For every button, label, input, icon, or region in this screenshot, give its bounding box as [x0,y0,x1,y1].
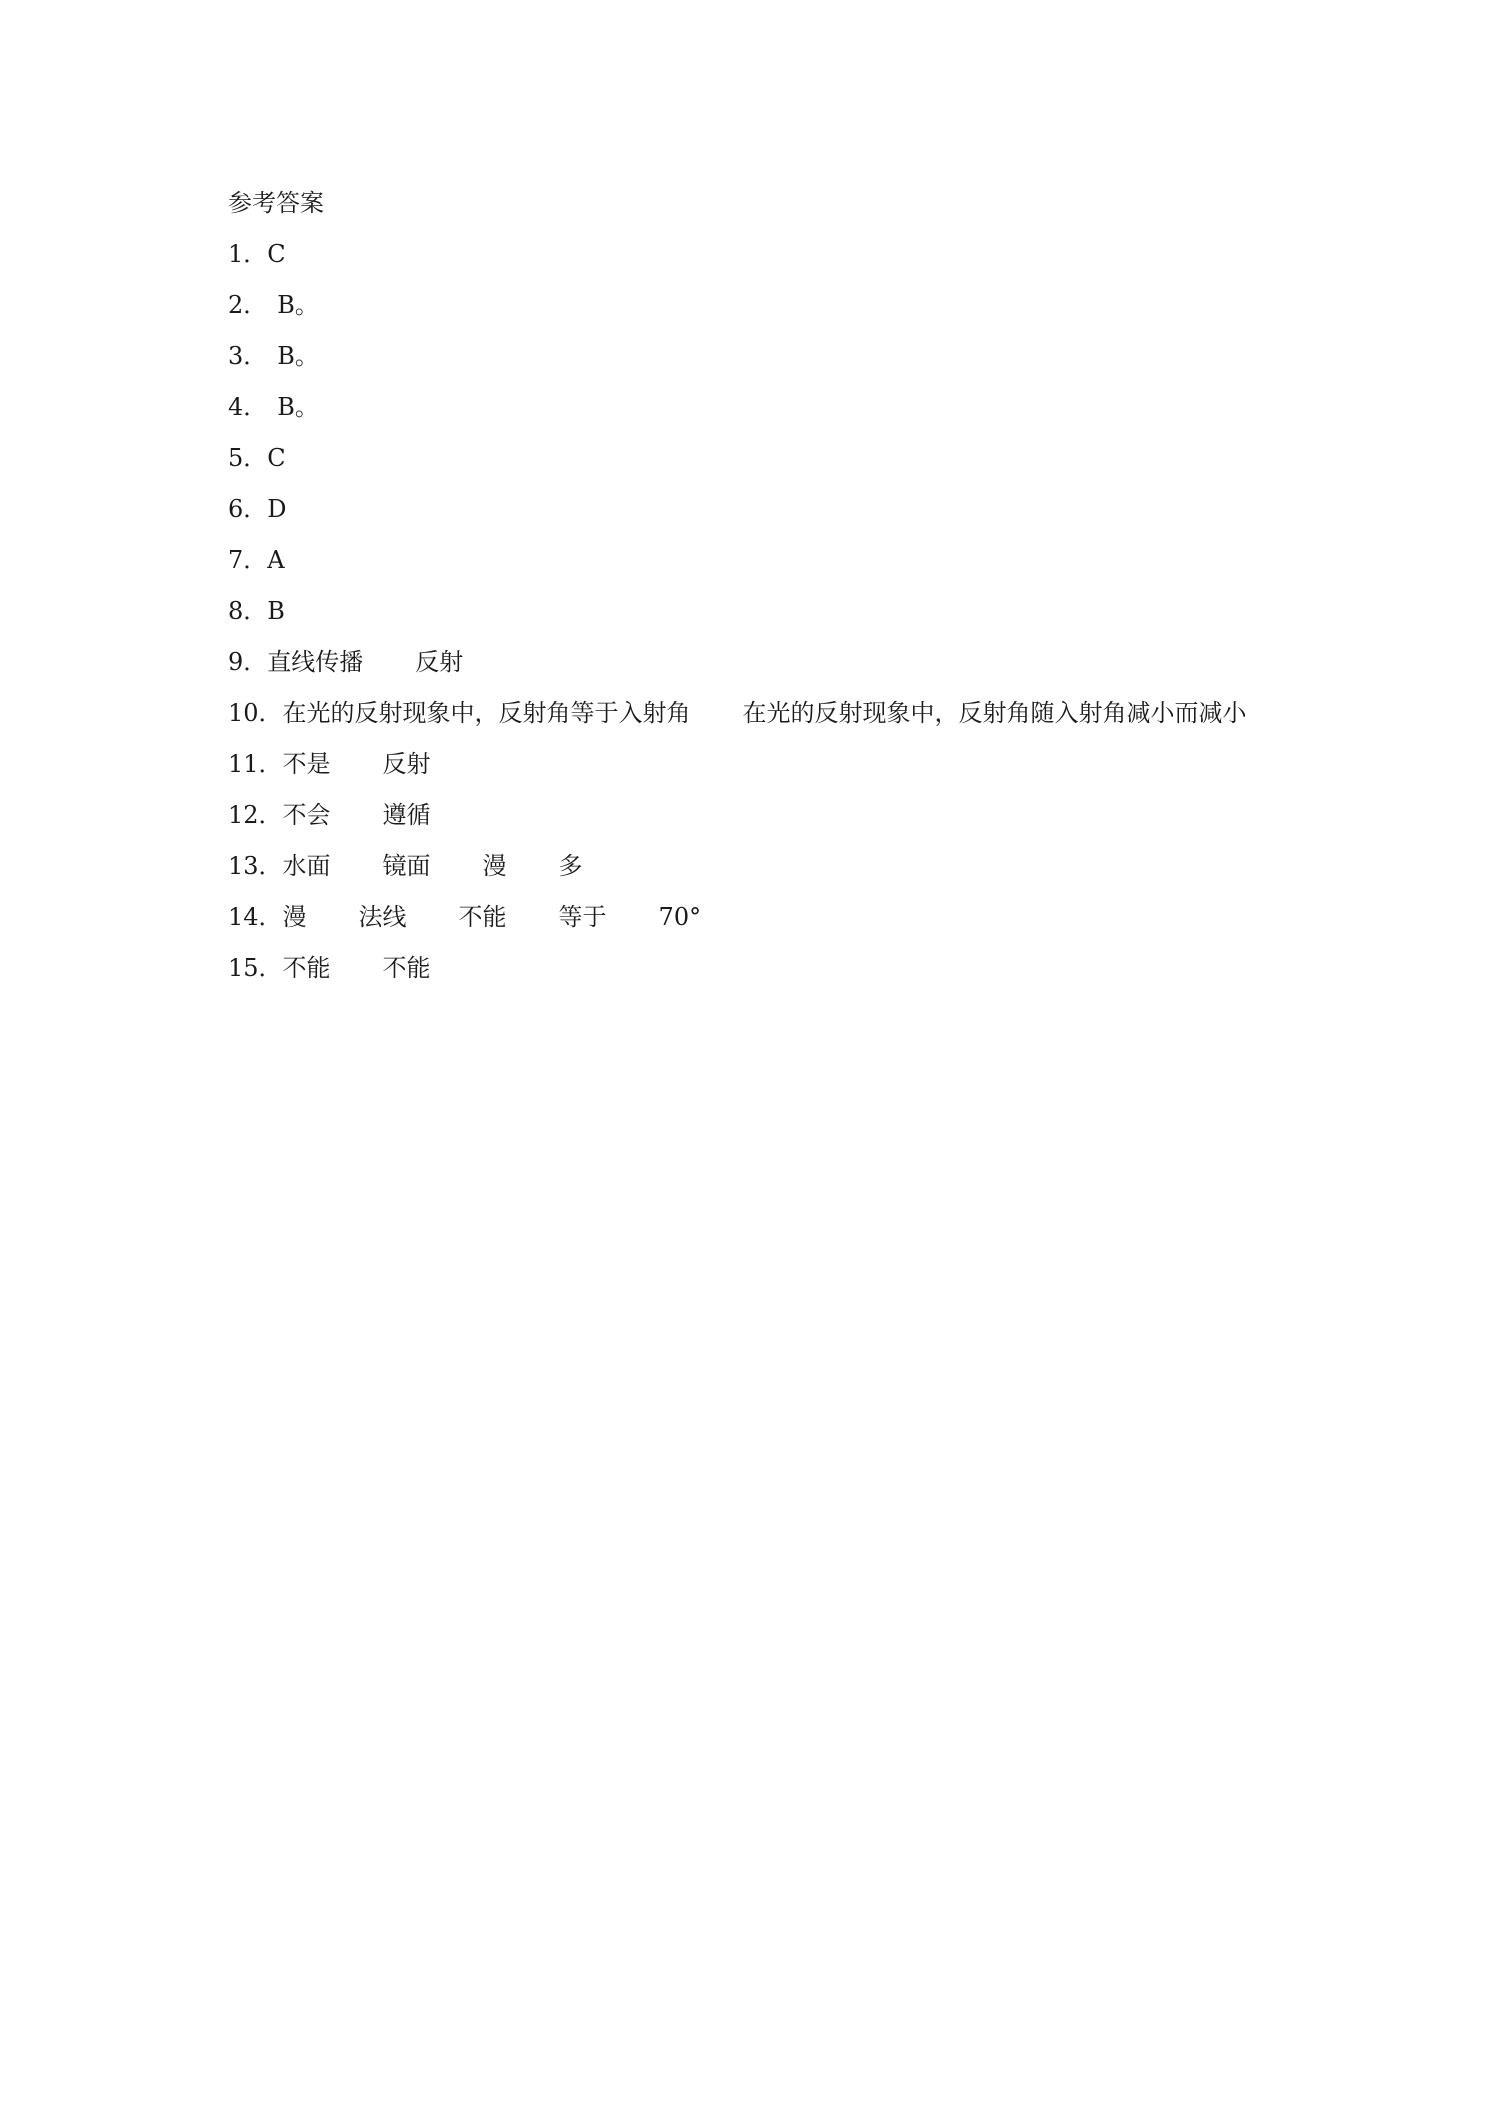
answer-number: 5． [228,444,268,472]
answer-text: 遵循 [382,801,431,829]
answer-text: B。 [277,393,319,421]
answer-text: 不会 [282,801,331,829]
answer-number: 8． [228,597,268,625]
answer-item-11 [228,739,1288,790]
answer-item-14 [228,892,1288,943]
answer-number: 15． [228,954,283,982]
answer-text: B。 [277,342,319,370]
answer-item-9 [228,637,1288,688]
answer-text: B [267,597,285,625]
answer-text: 不能 [382,954,431,982]
answer-item-6 [228,484,1288,535]
answer-key [228,178,1288,994]
answer-text: 反射 [415,648,464,676]
answer-text: B。 [277,291,319,319]
answer-number: 2． [228,291,268,319]
answer-item-7 [228,535,1288,586]
answer-text: C [267,444,286,472]
answer-item-1 [228,229,1288,280]
answer-item-8 [228,586,1288,637]
answer-number: 4． [228,393,268,421]
answer-text: 法线 [358,903,407,931]
answer-item-10 [228,688,1288,739]
answer-text: C [267,240,286,268]
answer-text: 反射 [382,750,431,778]
answer-text: 漫 [482,852,507,880]
answer-text: 不能 [282,954,331,982]
answer-number: 12． [228,801,283,829]
answer-item-4 [228,382,1288,433]
answer-text: 水面 [282,852,331,880]
answer-number: 14． [228,903,283,931]
answer-number: 13． [228,852,283,880]
answer-item-12 [228,790,1288,841]
answer-text: 等于 [558,903,607,931]
answer-text: 直线传播 [267,648,364,676]
answer-text: 镜面 [382,852,431,880]
answer-item-3 [228,331,1288,382]
answer-text: 在光的反射现象中，反射角随入射角减小而减小 [742,699,1247,727]
answer-number: 9． [228,648,268,676]
answer-text: 漫 [282,903,307,931]
answer-number: 6． [228,495,268,523]
answer-text: 不能 [458,903,507,931]
answer-text: D [267,495,287,523]
answer-text: 多 [558,852,583,880]
answer-number: 11． [228,750,283,778]
answer-item-2 [228,280,1288,331]
answer-number: 1． [228,240,268,268]
answer-text: 不是 [282,750,331,778]
answer-item-13 [228,841,1288,892]
answer-number: 10． [228,699,283,727]
answer-text: 在光的反射现象中，反射角等于入射角 [282,699,691,727]
answer-text: 70° [658,903,702,931]
answer-key-heading: 参考答案 [228,189,324,217]
answer-text: A [267,546,285,574]
answer-item-15 [228,943,1288,994]
answer-item-5 [228,433,1288,484]
answer-number: 3． [228,342,268,370]
answer-number: 7． [228,546,268,574]
